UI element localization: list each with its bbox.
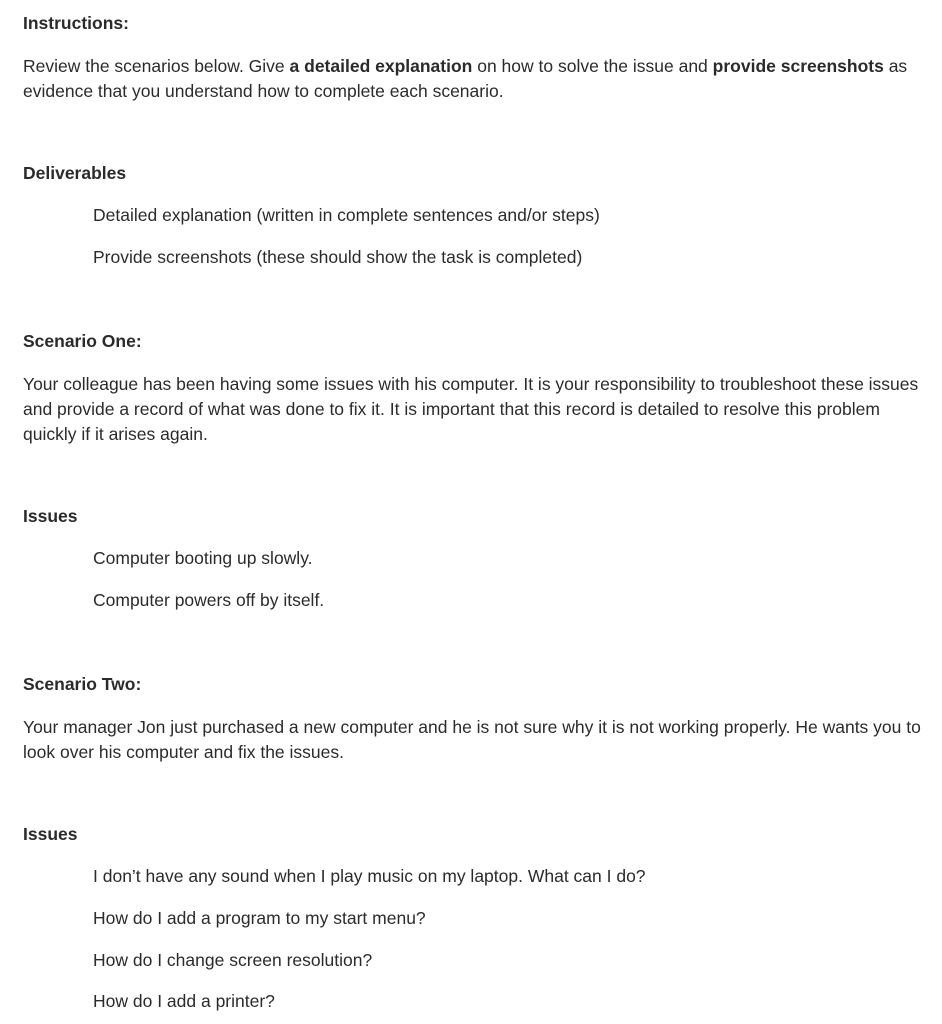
- deliverables-heading: Deliverables: [23, 163, 127, 183]
- scenario-two-description: Your manager Jon just purchased a new computer and he is not sure why it is not working properly. He wants you to look over his computer and fix the issues.: [23, 717, 921, 762]
- instructions-text-1: Review the scenarios below. Give: [23, 56, 290, 76]
- scenario-two-issues-heading: Issues: [23, 824, 78, 844]
- scenario-one-issue: Computer booting up slowly.: [93, 548, 313, 568]
- instructions-heading: Instructions:: [23, 13, 129, 33]
- scenario-two-issue: I don’t have any sound when I play music on my laptop. What can I do?: [93, 866, 646, 886]
- instructions-paragraph: [23, 54, 923, 104]
- scenario-one-issues-heading: Issues: [23, 506, 78, 526]
- scenario-two-issue: How do I add a printer?: [93, 991, 275, 1011]
- scenario-two-issue: How do I change screen resolution?: [93, 950, 373, 970]
- scenario-two-heading: Scenario Two:: [23, 674, 142, 694]
- scenario-one-heading: Scenario One:: [23, 331, 142, 351]
- instructions-text-3: as evidence that you understand how to complete each scenario.: [23, 56, 908, 101]
- instructions-bold-screenshots: provide screenshots: [712, 56, 884, 76]
- instructions-text-2: on how to solve the issue and: [472, 56, 713, 76]
- deliverable-item: Provide screenshots (these should show the task is completed): [93, 247, 583, 267]
- scenario-two-issue: How do I add a program to my start menu?: [93, 908, 426, 928]
- scenario-one-issue: Computer powers off by itself.: [93, 590, 325, 610]
- deliverable-item: Detailed explanation (written in complete sentences and/or steps): [93, 205, 600, 225]
- instructions-bold-explanation: a detailed explanation: [289, 56, 473, 76]
- scenario-one-description: Your colleague has been having some issues with his computer. It is your responsibility to troubleshoot these issues and provide a record of what was done to fix it. It is important that this record is detailed to resolve this problem quickly if it arises again.: [23, 374, 919, 444]
